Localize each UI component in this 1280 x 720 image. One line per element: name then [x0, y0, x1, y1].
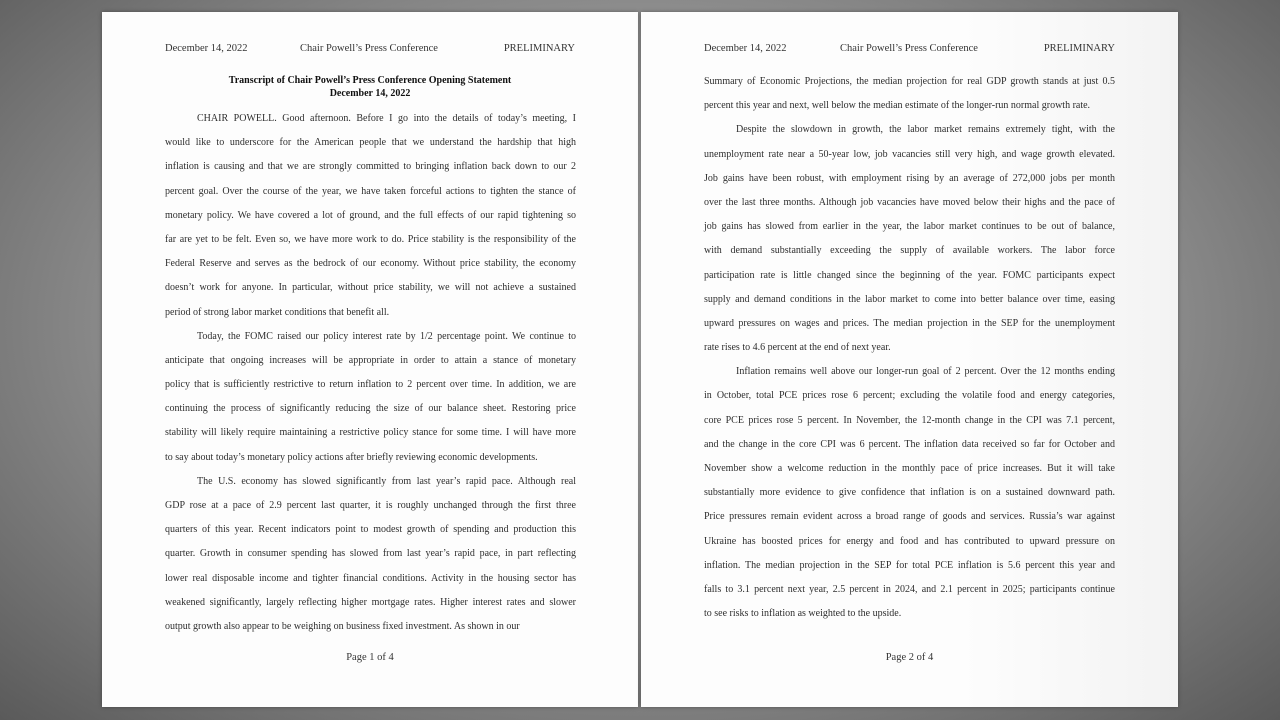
- paragraph-line: falls to 3.1 percent next year, 2.5 percent in 2024, and 2.1 percent in 2025; participants continue: [704, 583, 1115, 595]
- header-status: PRELIMINARY: [1043, 43, 1115, 54]
- paragraph-line: Ukraine has boosted prices for energy and food and has contributed to upward pressure on: [704, 535, 1115, 547]
- page-body: [165, 107, 576, 639]
- document-title: Transcript of Chair Powell’s Press Conference Opening Statement: [228, 75, 512, 86]
- paragraph-line: Federal Reserve and serves as the bedrock of our economy. Without price stability, the economy: [165, 258, 576, 270]
- page-body: [704, 70, 1115, 626]
- paragraph-line: supply and demand conditions in the labor market to come into better balance over time, easing: [704, 293, 1115, 305]
- paragraph-line: substantially more evidence to give confidence that inflation is on a sustained downward path.: [704, 487, 1115, 499]
- paragraph-line: quarter. Growth in consumer spending has slowed from last year’s rapid pace, in part reflecting: [165, 548, 576, 560]
- header-status: PRELIMINARY: [503, 43, 575, 54]
- paragraph-line: weakened significantly, largely reflecting higher mortgage rates. Higher interest rates and slower: [165, 596, 576, 608]
- paragraph-line: continuing the process of significantly reducing the size of our balance sheet. Restoring price: [165, 403, 576, 415]
- paragraph-line: policy that is sufficiently restrictive to return inflation to 2 percent over time. In addition, we are: [165, 379, 576, 391]
- paragraph-line: The U.S. economy has slowed significantly from last year’s rapid pace. Although real: [197, 475, 576, 487]
- paragraph-line: to see risks to inflation as weighted to the upside.: [704, 608, 902, 620]
- paragraph-line: Inflation remains well above our longer-run goal of 2 percent. Over the 12 months ending: [736, 366, 1115, 378]
- paragraph-line: November show a welcome reduction in the monthly pace of price increases. But it will take: [704, 463, 1115, 474]
- document-page-1: [102, 12, 638, 707]
- paragraph-line: monetary policy. We have covered a lot of ground, and the full effects of our rapid tightening so: [165, 209, 576, 221]
- paragraph-line: doesn’t work for anyone. In particular, without price stability, we will not achieve a sustained: [165, 282, 576, 294]
- paragraph-line: unemployment rate near a 50-year low, job vacancies still very high, and wage growth elevated.: [704, 148, 1115, 160]
- paragraph-line: inflation is causing and that we are strongly committed to bringing inflation back down to our 2: [165, 161, 576, 173]
- paragraph-line: Despite the slowdown in growth, the labor market remains extremely tight, with the: [736, 124, 1115, 136]
- paragraph-line: job gains has slowed from earlier in the year, the labor market continues to be out of balance,: [704, 221, 1115, 233]
- paragraph-line: anticipate that ongoing increases will be appropriate in order to attain a stance of monetary: [165, 354, 576, 366]
- header-title: Chair Powell’s Press Conference: [300, 43, 438, 54]
- page-number: Page 1 of 4: [346, 652, 394, 663]
- paragraph-line: Price pressures remain evident across a broad range of goods and services. Russia’s war against: [704, 511, 1115, 523]
- paragraph-line: rate rises to 4.6 percent at the end of next year.: [704, 342, 891, 354]
- paragraph-line: and the change in the core CPI was 6 percent. The inflation data received so far for October and: [704, 438, 1115, 450]
- header-date: December 14, 2022: [165, 43, 248, 54]
- paragraph-line: core PCE prices rose 5 percent. In November, the 12-month change in the CPI was 7.1 percent,: [704, 414, 1115, 426]
- header-title: Chair Powell’s Press Conference: [840, 43, 978, 54]
- paragraph-line: percent goal. Over the course of the year, we have taken forceful actions to tighten the stance of: [165, 185, 576, 197]
- paragraph-line: would like to underscore for the American people that we understand the hardship that high: [165, 137, 576, 149]
- paragraph-line: Summary of Economic Projections, the median projection for real GDP growth stands at just 0.5: [704, 76, 1115, 87]
- document-date: December 14, 2022: [329, 88, 411, 99]
- paragraph-line: lower real disposable income and tighter financial conditions. Activity in the housing sector has: [165, 572, 576, 584]
- header-date: December 14, 2022: [704, 43, 787, 54]
- paragraph-line: to say about today’s monetary policy actions after briefly reviewing economic developments.: [165, 451, 538, 463]
- paragraph-line: Today, the FOMC raised our policy interest rate by 1/2 percentage point. We continue to: [197, 330, 576, 342]
- paragraph-line: GDP rose at a pace of 2.9 percent last quarter, it is roughly unchanged through the first three: [165, 500, 576, 511]
- paragraph-line: over the last three months. Although job vacancies have moved below their highs and the pace of: [704, 196, 1115, 208]
- paragraph-line: output growth also appear to be weighing on business fixed investment. As shown in our: [165, 620, 520, 632]
- paragraph-line: quarters of this year. Recent indicators point to modest growth of spending and production this: [165, 524, 576, 536]
- paragraph-line: percent this year and next, well below the median estimate of the longer-run normal growth rate.: [704, 100, 1091, 112]
- paragraph-line: with demand substantially exceeding the supply of available workers. The labor force: [704, 245, 1115, 257]
- paragraph-line: CHAIR POWELL. Good afternoon. Before I go into the details of today’s meeting, I: [197, 113, 576, 124]
- paragraph-line: inflation. The median projection in the SEP for total PCE inflation is 5.6 percent this year and: [704, 559, 1115, 571]
- paragraph-line: Job gains have been robust, with employment rising by an average of 272,000 jobs per month: [704, 172, 1115, 184]
- paragraph-line: stability will likely require maintaining a restrictive policy stance for some time. I will have more: [165, 427, 576, 439]
- paragraph-line: participation rate is little changed since the beginning of the year. FOMC participants expect: [704, 269, 1115, 281]
- paragraph-line: in October, total PCE prices rose 6 percent; excluding the volatile food and energy categories,: [704, 390, 1115, 402]
- paragraph-line: period of strong labor market conditions that benefit all.: [165, 306, 390, 318]
- paragraph-line: far are yet to be felt. Even so, we have more work to do. Price stability is the responsibility of the: [165, 233, 576, 245]
- page-number: Page 2 of 4: [885, 652, 934, 663]
- document-page-2: [641, 12, 1178, 707]
- paragraph-line: upward pressures on wages and prices. The median projection in the SEP for the unemployment: [704, 317, 1115, 329]
